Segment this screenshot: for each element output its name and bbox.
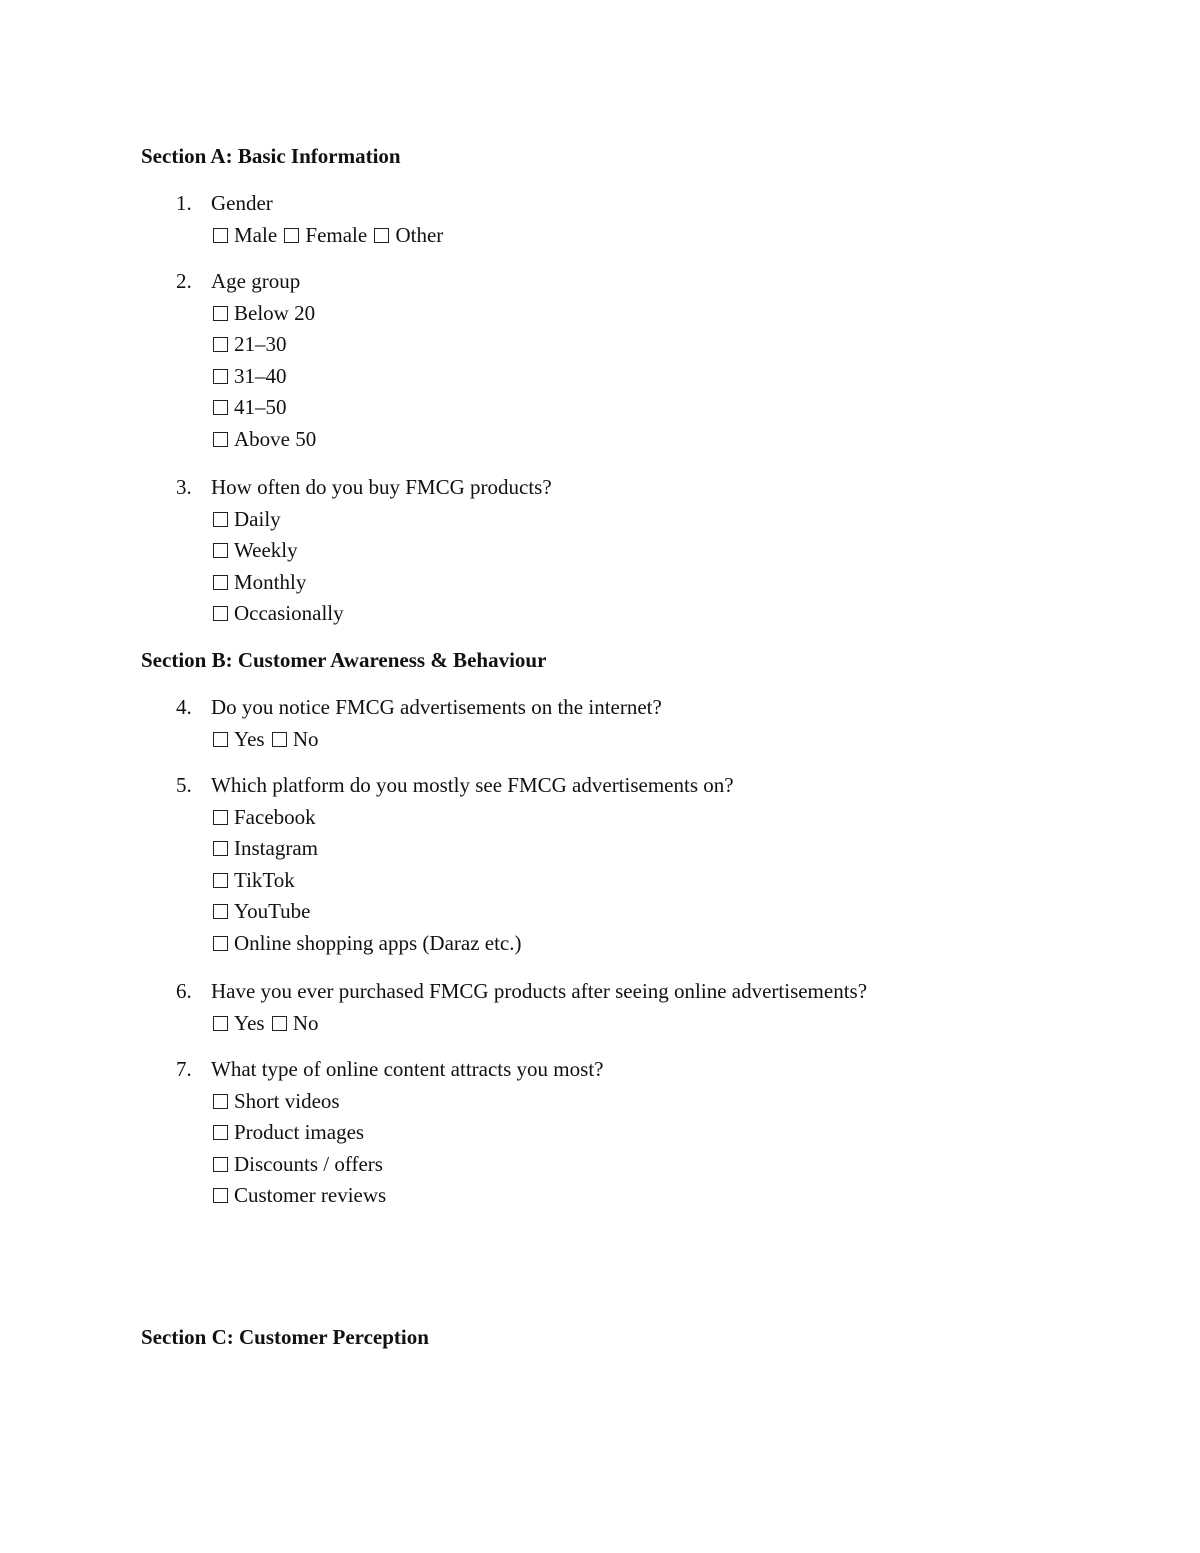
- question-number: 4.: [176, 695, 192, 719]
- question-number: 7.: [176, 1057, 192, 1081]
- option-label: Daily: [234, 506, 281, 531]
- checkbox-icon[interactable]: [272, 1016, 287, 1031]
- checkbox-icon[interactable]: [213, 306, 228, 321]
- option-label: 21–30: [234, 332, 287, 357]
- option-above-50[interactable]: [213, 426, 316, 458]
- option-label: Customer reviews: [234, 1183, 387, 1208]
- option-label: Yes: [234, 1010, 265, 1035]
- checkbox-icon[interactable]: [213, 1188, 228, 1203]
- question-text: Age group: [211, 269, 301, 293]
- question-text: Which platform do you mostly see FMCG advertisements on?: [211, 773, 734, 797]
- option-discounts-offers[interactable]: [213, 1151, 386, 1183]
- section-c-heading: Section C: Customer Perception: [141, 1325, 429, 1349]
- checkbox-icon[interactable]: [213, 904, 228, 919]
- option-label: Occasionally: [234, 601, 344, 626]
- option-short-videos[interactable]: [213, 1088, 386, 1120]
- option-label: Female: [305, 222, 368, 247]
- option-yes[interactable]: [213, 726, 265, 752]
- option-tiktok[interactable]: [213, 867, 522, 899]
- option-label: Facebook: [234, 804, 316, 829]
- checkbox-icon[interactable]: [213, 575, 228, 590]
- option-label: Male: [234, 222, 278, 247]
- question-number: 1.: [176, 191, 192, 215]
- option-21-30[interactable]: [213, 331, 316, 363]
- section-a-heading: Section A: Basic Information: [141, 144, 401, 168]
- checkbox-icon[interactable]: [213, 810, 228, 825]
- question-number: 5.: [176, 773, 192, 797]
- option-list: [213, 726, 320, 758]
- option-other[interactable]: [374, 222, 443, 248]
- checkbox-icon[interactable]: [213, 1016, 228, 1031]
- checkbox-icon[interactable]: [213, 1157, 228, 1172]
- option-label: Discounts / offers: [234, 1151, 383, 1176]
- option-product-images[interactable]: [213, 1119, 386, 1151]
- option-list: [213, 804, 522, 962]
- checkbox-icon[interactable]: [213, 337, 228, 352]
- option-31-40[interactable]: [213, 363, 316, 395]
- option-weekly[interactable]: [213, 537, 344, 569]
- option-facebook[interactable]: [213, 804, 522, 836]
- checkbox-icon[interactable]: [213, 369, 228, 384]
- option-instagram[interactable]: [213, 835, 522, 867]
- option-customer-reviews[interactable]: [213, 1182, 386, 1214]
- option-label: Monthly: [234, 569, 307, 594]
- checkbox-icon[interactable]: [213, 543, 228, 558]
- checkbox-icon[interactable]: [213, 1125, 228, 1140]
- option-row: [213, 222, 445, 254]
- option-label: Weekly: [234, 538, 298, 563]
- checkbox-icon[interactable]: [272, 732, 287, 747]
- question-text: What type of online content attracts you most?: [211, 1057, 604, 1081]
- option-list: [213, 1010, 320, 1042]
- checkbox-icon[interactable]: [213, 606, 228, 621]
- checkbox-icon[interactable]: [213, 841, 228, 856]
- question-text: Have you ever purchased FMCG products after seeing online advertisements?: [211, 979, 868, 1003]
- option-list: [213, 506, 344, 632]
- option-label: 31–40: [234, 363, 287, 388]
- option-label: Product images: [234, 1120, 365, 1145]
- option-label: YouTube: [234, 899, 311, 924]
- option-monthly[interactable]: [213, 569, 344, 601]
- option-yes[interactable]: [213, 1010, 265, 1036]
- question-text: Do you notice FMCG advertisements on the internet?: [211, 695, 662, 719]
- option-label: TikTok: [234, 867, 295, 892]
- question-number: 3.: [176, 475, 192, 499]
- option-no[interactable]: [272, 1010, 319, 1036]
- option-online-shopping-apps[interactable]: [213, 930, 522, 962]
- option-female[interactable]: [284, 222, 367, 248]
- option-no[interactable]: [272, 726, 319, 752]
- question-text: How often do you buy FMCG products?: [211, 475, 552, 499]
- question-text: Gender: [211, 191, 273, 215]
- checkbox-icon[interactable]: [213, 936, 228, 951]
- option-below-20[interactable]: [213, 300, 316, 332]
- option-occasionally[interactable]: [213, 600, 344, 632]
- option-label: Other: [395, 222, 444, 247]
- checkbox-icon[interactable]: [213, 432, 228, 447]
- option-male[interactable]: [213, 222, 277, 248]
- option-label: 41–50: [234, 395, 287, 420]
- option-label: No: [292, 1010, 319, 1035]
- option-row: [213, 726, 320, 758]
- question-number: 6.: [176, 979, 192, 1003]
- checkbox-icon[interactable]: [213, 873, 228, 888]
- option-list: [213, 1088, 386, 1214]
- checkbox-icon[interactable]: [213, 512, 228, 527]
- option-daily[interactable]: [213, 506, 344, 538]
- option-41-50[interactable]: [213, 394, 316, 426]
- option-list: [213, 300, 316, 458]
- option-label: Short videos: [234, 1088, 340, 1113]
- checkbox-icon[interactable]: [213, 228, 228, 243]
- option-label: Above 50: [234, 426, 317, 451]
- checkbox-icon[interactable]: [213, 732, 228, 747]
- question-number: 2.: [176, 269, 192, 293]
- option-label: Yes: [234, 726, 265, 751]
- option-youtube[interactable]: [213, 898, 522, 930]
- section-b-heading: Section B: Customer Awareness & Behaviour: [141, 648, 547, 672]
- option-label: No: [292, 726, 319, 751]
- checkbox-icon[interactable]: [374, 228, 389, 243]
- option-list: [213, 222, 445, 254]
- checkbox-icon[interactable]: [284, 228, 299, 243]
- option-label: Instagram: [234, 836, 318, 861]
- option-label: Online shopping apps (Daraz etc.): [234, 930, 522, 955]
- option-label: Below 20: [234, 300, 316, 325]
- checkbox-icon[interactable]: [213, 400, 228, 415]
- checkbox-icon[interactable]: [213, 1094, 228, 1109]
- option-row: [213, 1010, 320, 1042]
